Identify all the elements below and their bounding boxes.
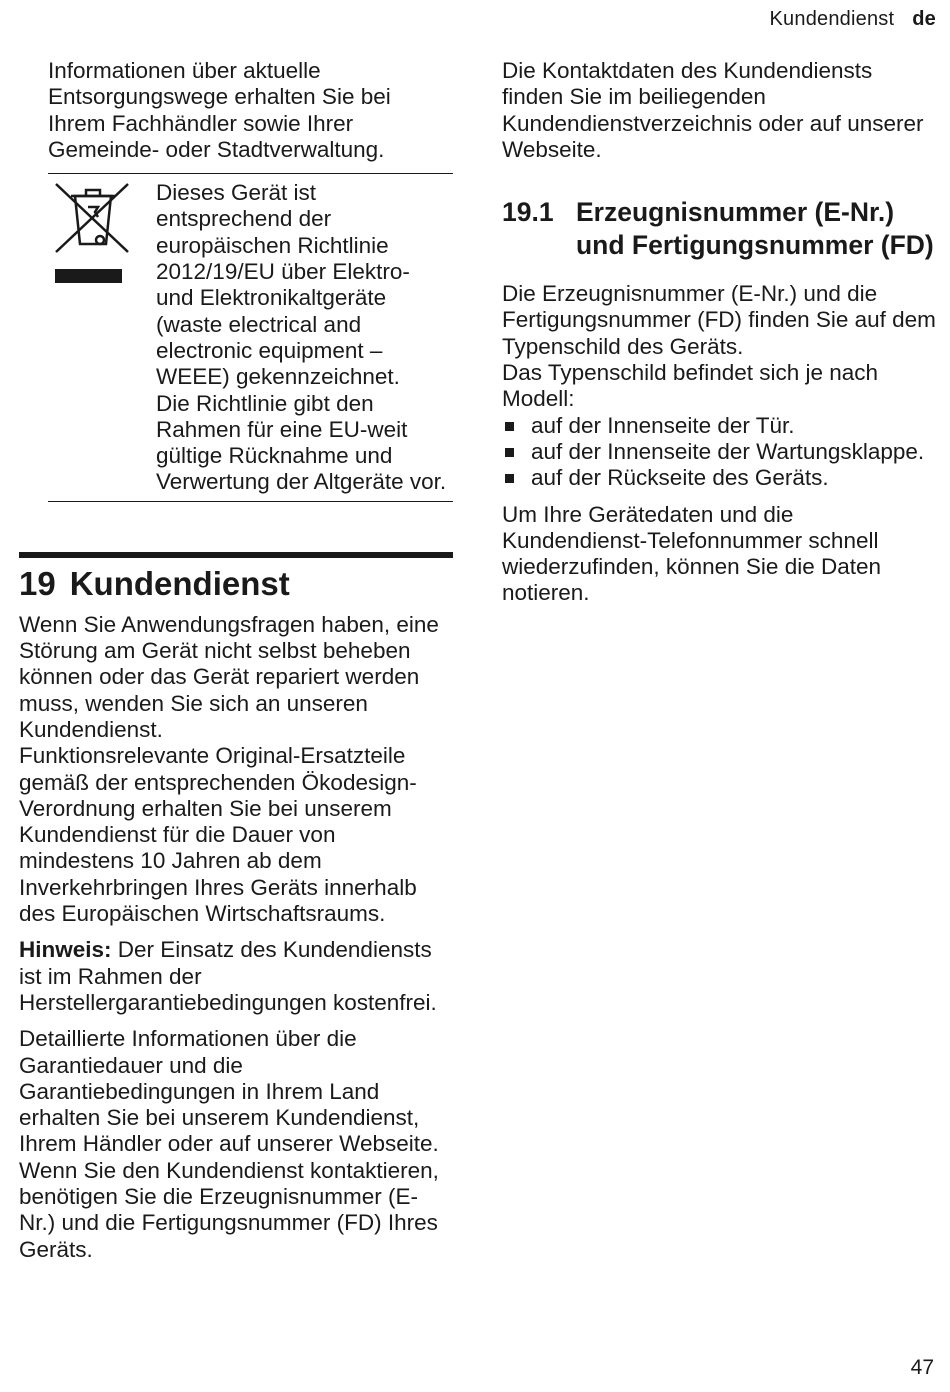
- note-label: Hinweis:: [19, 937, 112, 963]
- left-column: [19, 58, 453, 1263]
- weee-text: [156, 180, 453, 496]
- running-header: [770, 8, 936, 31]
- page-number: 47: [910, 1356, 934, 1379]
- contact-data-paragraph: Die Kontaktdaten des Kundendiensts finden Sie im beiliegenden Kundendienstverzeichnis oder auf unserer Webseite.: [502, 58, 924, 162]
- subsection-title: Erzeugnisnummer (E-Nr.) und Fertigungsnummer (FD): [576, 197, 934, 261]
- list-item: auf der Innenseite der Wartungsklappe.: [502, 439, 938, 465]
- rating-plate-location-list: [502, 413, 938, 492]
- weee-directive-paragraph: Dieses Gerät ist entsprechend der europäischen Richtlinie 2012/19/EU über Elektro- und Elektronikaltgeräte (waste electrical and electronic equipment – WEEE) gekennzeichnet.: [156, 180, 410, 390]
- list-item: auf der Innenseite der Tür.: [502, 413, 938, 439]
- section-number: 19: [19, 564, 56, 602]
- subsection-heading: [502, 196, 938, 262]
- right-column: [502, 58, 938, 607]
- weee-notice: [48, 173, 453, 502]
- contact-requirements-paragraph: Wenn Sie den Kundendienst kontaktieren, benötigen Sie die Erzeugnisnummer (E-Nr.) und die Fertigungsnummer (FD) Ihres Geräts.: [19, 1157, 439, 1262]
- weee-framework-paragraph: Die Richtlinie gibt den Rahmen für eine EU-weit gültige Rücknahme und Verwertung der Altgeräte vor.: [156, 390, 447, 495]
- rating-plate-location-paragraph: Das Typenschild befindet sich je nach Modell:: [502, 360, 879, 412]
- disposal-info-paragraph: Informationen über aktuelle Entsorgungswege erhalten Sie bei Ihrem Fachhändler sowie Ihrer Gemeinde- oder Stadtverwaltung.: [48, 58, 391, 162]
- section-title: Kundendienst: [69, 564, 290, 602]
- warranty-paragraph: Detaillierte Informationen über die Garantiedauer und die Garantiebedingungen in Ihrem Land erhalten Sie bei unserem Kundendienst, Ihrem Händler oder auf unserer Webseite.: [19, 1026, 439, 1157]
- header-language: de: [912, 8, 936, 30]
- note-paragraph: [19, 937, 453, 1016]
- note-data-paragraph: Um Ihre Gerätedaten und die Kundendienst-Telefonnummer schnell wiederzufinden, können Sie die Daten notieren.: [502, 501, 882, 606]
- subsection-number: 19.1: [502, 197, 554, 228]
- spare-parts-paragraph: Funktionsrelevante Original-Ersatzteile gemäß der entsprechenden Ökodesign-Verordnung erhalten Sie bei unserem Kundendienst für die Dauer von mindestens 10 Jahren ab dem Inverkehrbringen Ihres Geräts innerhalb des Europäischen Wirtschaftsraums.: [19, 743, 417, 927]
- customer-service-paragraph: Wenn Sie Anwendungsfragen haben, eine Störung am Gerät nicht selbst beheben können oder das Gerät repariert werden muss, wenden Sie sich an unseren Kundendienst.: [19, 611, 439, 742]
- list-item: auf der Rückseite des Geräts.: [502, 465, 938, 491]
- section-divider: [19, 552, 453, 558]
- note-text: Der Einsatz des Kundendiensts ist im Rahmen der Herstellergarantiebedingungen kostenfrei.: [19, 937, 437, 1015]
- section-heading: [19, 564, 453, 604]
- crossed-out-bin-icon: [48, 180, 156, 496]
- header-section: Kundendienst: [769, 8, 895, 30]
- rating-plate-paragraph: Die Erzeugnisnummer (E-Nr.) und die Fertigungsnummer (FD) finden Sie auf dem Typenschild des Geräts.: [502, 281, 936, 359]
